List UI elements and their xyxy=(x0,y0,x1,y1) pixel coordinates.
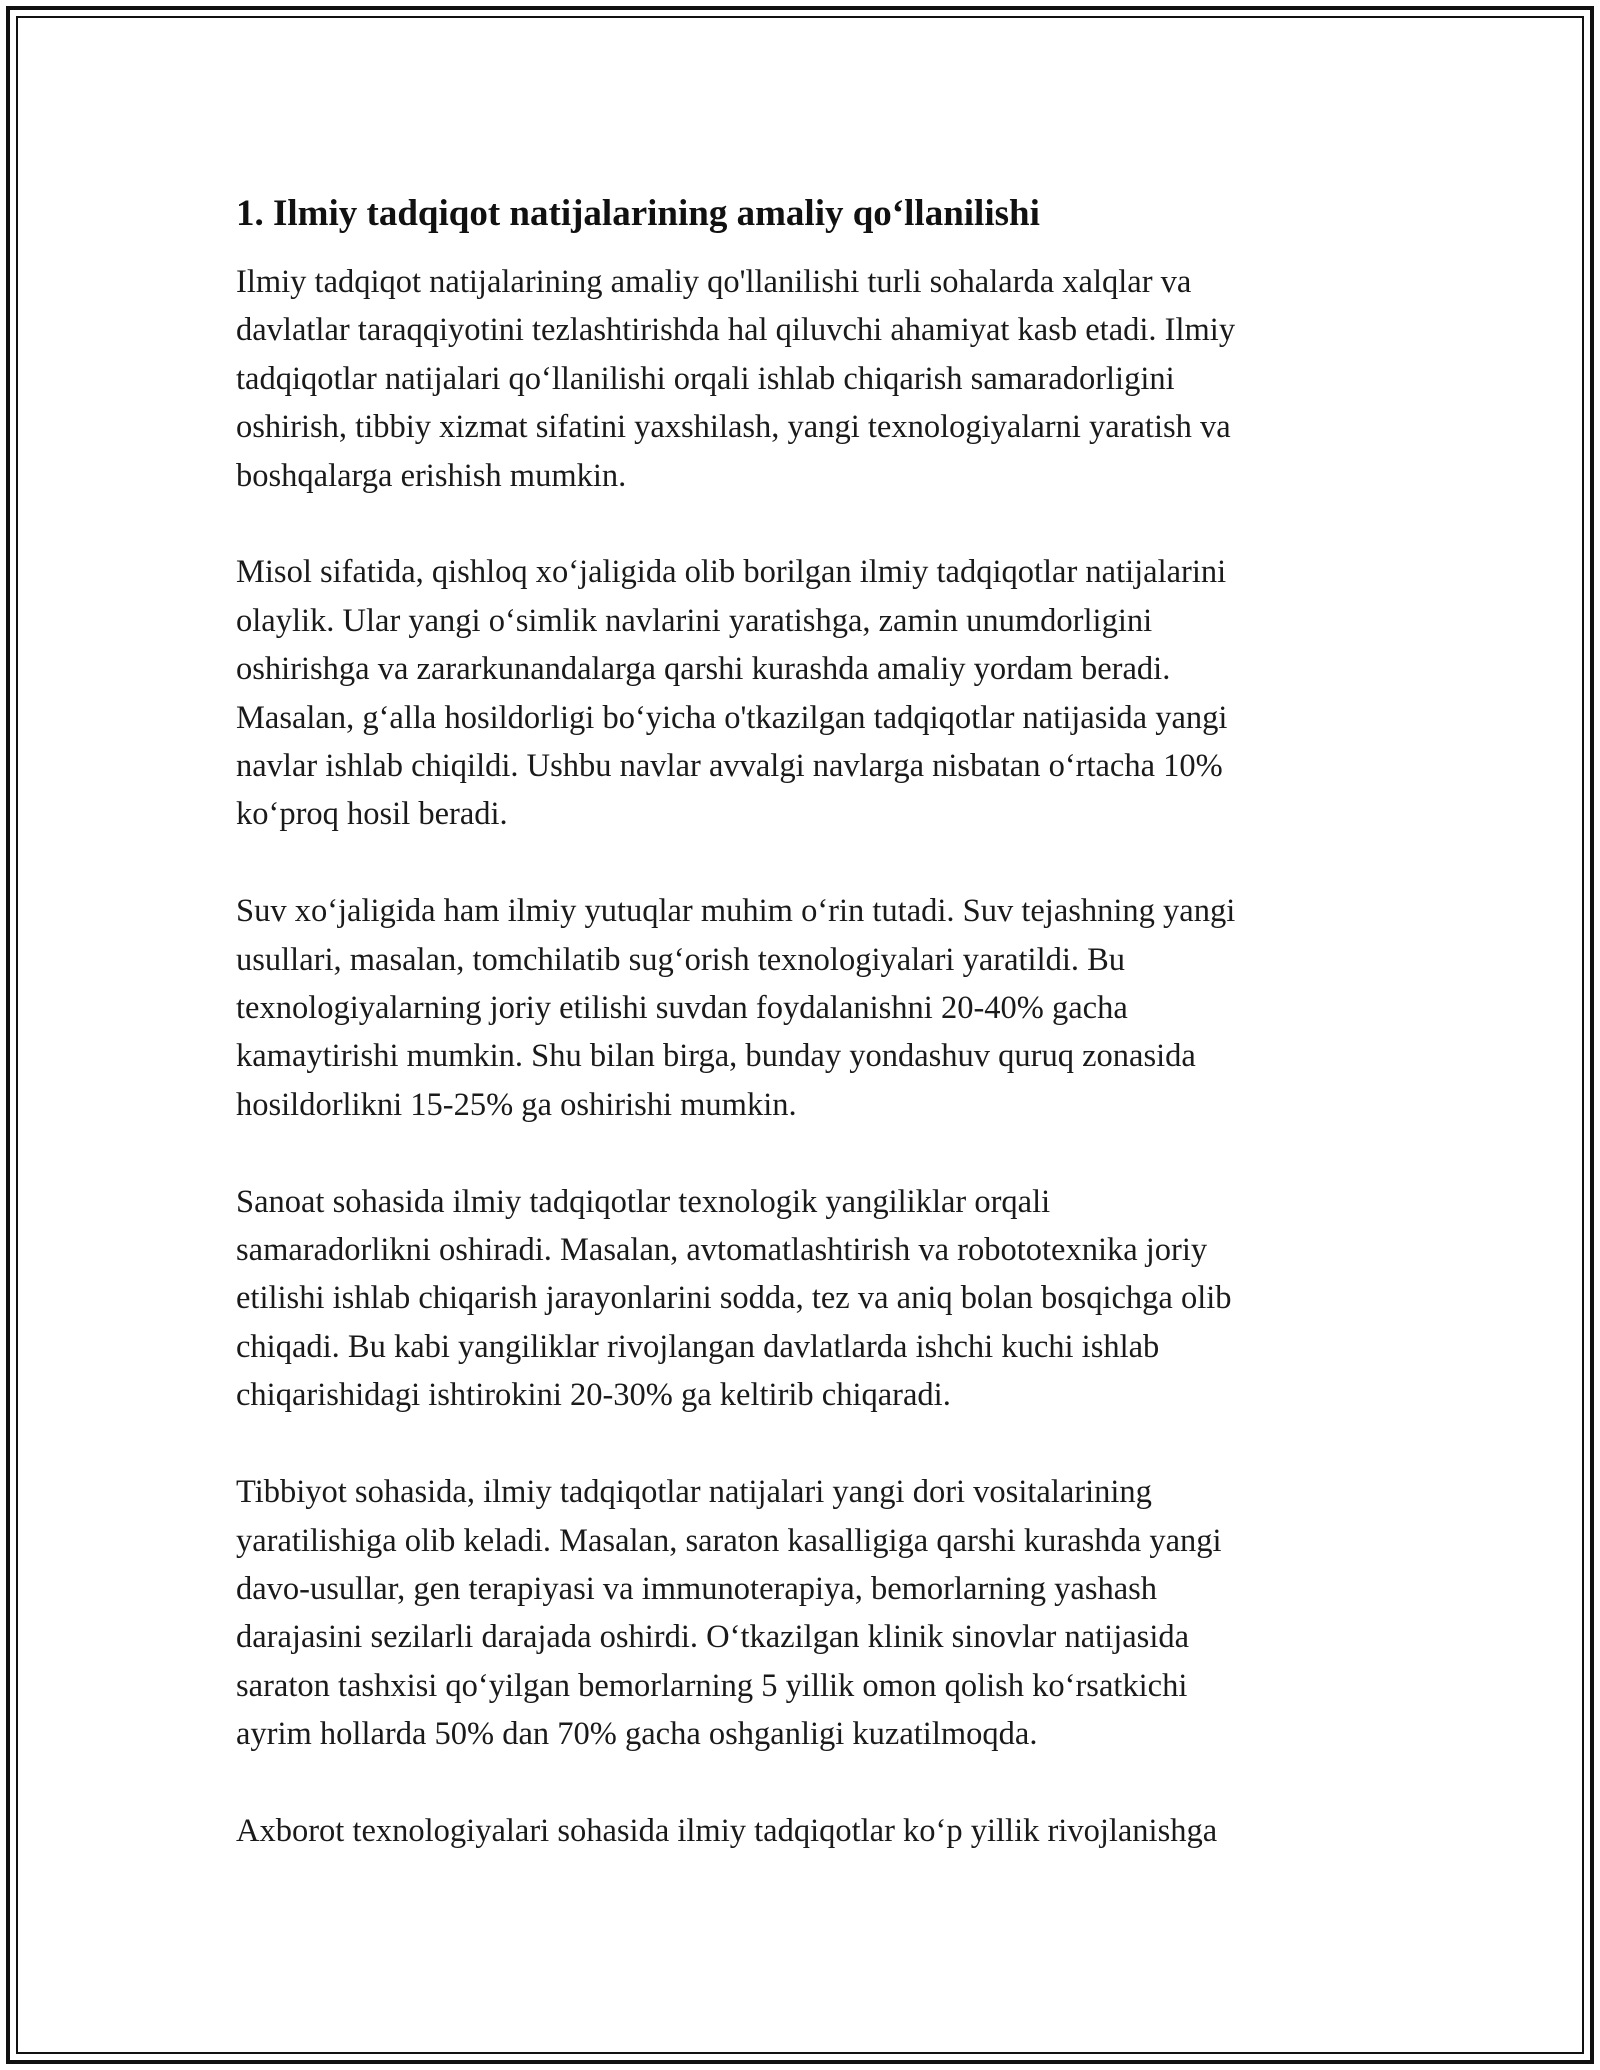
text-line: oshirish, tibbiy xizmat sifatini yaxshilash, yangi texnologiyalarni yaratish va xyxy=(236,409,1231,446)
paragraph-industry xyxy=(236,1178,1386,1420)
text-line: usullari, masalan, tomchilatib sug‘orish texnologiyalari yaratildi. Bu xyxy=(236,941,1126,978)
paragraph-water xyxy=(236,887,1386,1129)
text-line: darajasini sezilarli darajada oshirdi. O‘tkazilgan klinik sinovlar natijasida xyxy=(236,1619,1190,1656)
text-line: oshirishga va zararkunandalarga qarshi kurashda amaliy yordam beradi. xyxy=(236,651,1171,688)
text-line: ayrim hollarda 50% dan 70% gacha oshganligi kuzatilmoqda. xyxy=(236,1716,1038,1753)
text-line: olaylik. Ular yangi o‘simlik navlarini yaratishga, zamin unumdorligini xyxy=(236,602,1153,639)
text-line: samaradorlikni oshiradi. Masalan, avtomatlashtirish va robototexnika joriy xyxy=(236,1232,1208,1269)
text-line: Ilmiy tadqiqot natijalarining amaliy qo'llanilishi turli sohalarda xalqlar va xyxy=(236,264,1192,300)
text-line: chiqarishidagi ishtirokini 20-30% ga keltirib chiqaradi. xyxy=(236,1377,951,1414)
text-line: etilishi ishlab chiqarish jarayonlarini sodda, tez va aniq bolan bosqichga olib xyxy=(236,1280,1232,1317)
text-line: davlatlar taraqqiyotini tezlashtirishda hal qiluvchi ahamiyat kasb etadi. Ilmiy xyxy=(236,312,1236,349)
paragraph-intro xyxy=(236,258,1386,500)
text-line: davo-usullar, gen terapiyasi va immunoterapiya, bemorlarning yashash xyxy=(236,1570,1158,1607)
text-line: Masalan, g‘alla hosildorligi bo‘yicha o'tkazilgan tadqiqotlar natijasida yangi xyxy=(236,699,1228,736)
paragraph-agriculture xyxy=(236,548,1386,838)
text-line: Misol sifatida, qishloq xo‘jaligida olib borilgan ilmiy tadqiqotlar natijalarini xyxy=(236,554,1227,591)
text-line: yaratilishiga olib keladi. Masalan, saraton kasalligiga qarshi kurashda yangi xyxy=(236,1522,1222,1559)
text-line: ko‘proq hosil beradi. xyxy=(236,796,508,833)
paragraph-medicine xyxy=(236,1468,1386,1758)
text-line: texnologiyalarning joriy etilishi suvdan foydalanishni 20-40% gacha xyxy=(236,990,1128,1027)
text-line: boshqalarga erishish mumkin. xyxy=(236,457,627,494)
paragraph-it xyxy=(236,1807,1386,1855)
text-line: saraton tashxisi qo‘yilgan bemorlarning 5 yillik omon qolish ko‘rsatkichi xyxy=(236,1667,1188,1704)
text-line: chiqadi. Bu kabi yangiliklar rivojlangan davlatlarda ishchi kuchi ishlab xyxy=(236,1328,1160,1365)
text-line: kamaytirishi mumkin. Shu bilan birga, bunday yondashuv quruq zonasida xyxy=(236,1038,1196,1075)
document-body xyxy=(236,186,1386,1904)
text-line: navlar ishlab chiqildi. Ushbu navlar avvalgi navlarga nisbatan o‘rtacha 10% xyxy=(236,748,1223,785)
text-line: hosildorlikni 15-25% ga oshirishi mumkin. xyxy=(236,1086,797,1123)
section-heading: 1. Ilmiy tadqiqot natijalarining amaliy qo‘llanilishi xyxy=(236,193,1040,234)
text-line: Tibbiyot sohasida, ilmiy tadqiqotlar natijalari yangi dori vositalarining xyxy=(236,1474,1152,1511)
text-line: Sanoat sohasida ilmiy tadqiqotlar texnologik yangiliklar orqali xyxy=(236,1183,1051,1220)
text-line: tadqiqotlar natijalari qo‘llanilishi orqali ishlab chiqarish samaradorligini xyxy=(236,360,1175,397)
text-line: Suv xo‘jaligida ham ilmiy yutuqlar muhim o‘rin tutadi. Suv tejashning yangi xyxy=(236,893,1236,930)
text-line: Axborot texnologiyalari sohasida ilmiy tadqiqotlar ko‘p yillik rivojlanishga xyxy=(236,1812,1218,1849)
